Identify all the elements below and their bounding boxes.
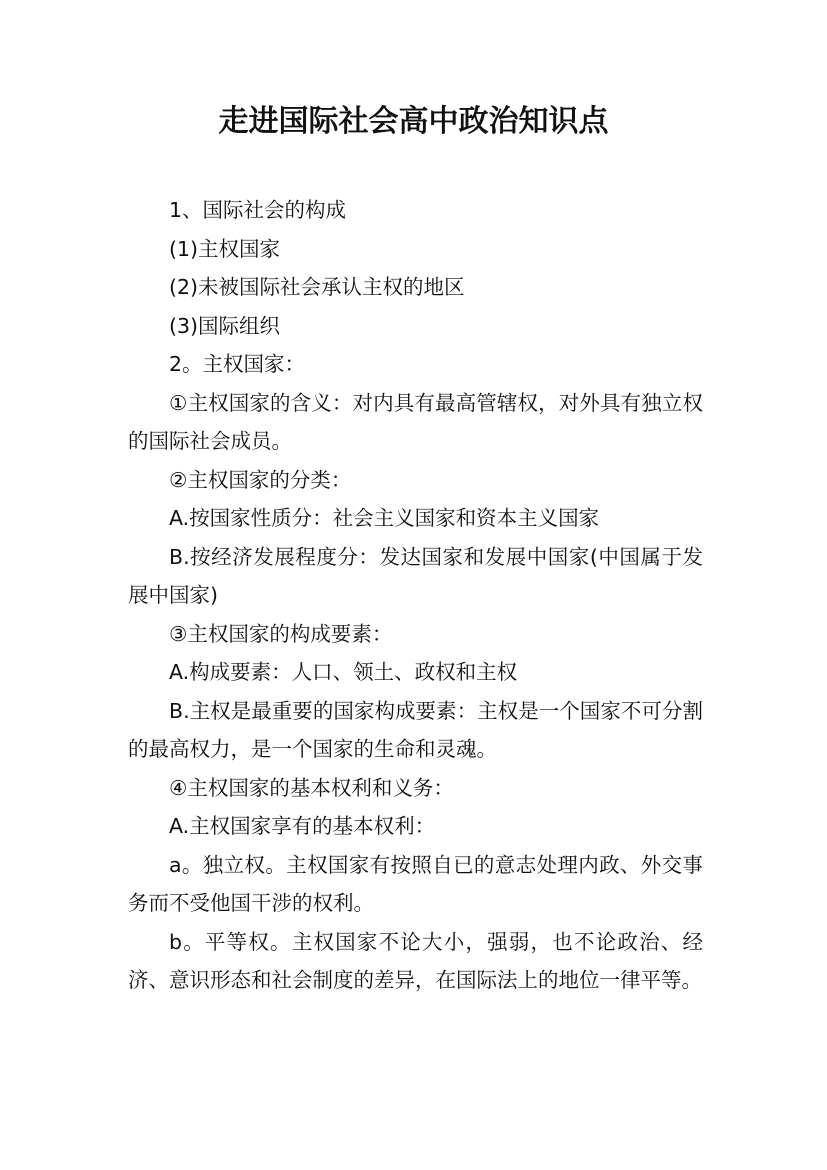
paragraph-class-b: B.按经济发展程度分：发达国家和发展中国家(中国属于发展中国家) [128, 544, 703, 607]
paragraph-item-1: (1)主权国家 [169, 236, 281, 261]
paragraph-elements-b: B.主权是最重要的国家构成要素：主权是一个国家不可分割的最高权力，是一个国家的生命和灵魂。 [128, 698, 703, 761]
paragraph-item-2: (2)未被国际社会承认主权的地区 [169, 275, 465, 299]
document-title: 走进国际社会高中政治知识点 [218, 104, 609, 139]
paragraph-item-3: (3)国际组织 [169, 313, 281, 338]
paragraph-class-a: A.按国家性质分：社会主义国家和资本主义国家 [169, 506, 600, 530]
paragraph-elements-a: A.构成要素：人口、领土、政权和主权 [169, 660, 518, 684]
paragraph-equality: b。平等权。主权国家不论大小，强弱，也不论政治、经济、意识形态和社会制度的差异，在国际法上的地位一律平等。 [128, 929, 703, 992]
document-body [128, 191, 703, 1000]
paragraph-independence: a。独立权。主权国家有按照自已的意志处理内政、外交事务而不受他国干涉的权利。 [128, 852, 703, 915]
paragraph-rights-duties: ④主权国家的基本权利和义务： [169, 775, 454, 800]
paragraph-rights-a: A.主权国家享有的基本权利： [169, 814, 436, 838]
paragraph-classification: ②主权国家的分类： [169, 467, 352, 492]
paragraph-heading-1: 1、国际社会的构成 [169, 198, 347, 222]
paragraph-heading-2: 2。主权国家： [169, 352, 306, 376]
paragraph-definition: ①主权国家的含义：对内具有最高管辖权，对外具有独立权的国际社会成员。 [128, 390, 703, 453]
paragraph-elements: ③主权国家的构成要素： [169, 621, 393, 646]
